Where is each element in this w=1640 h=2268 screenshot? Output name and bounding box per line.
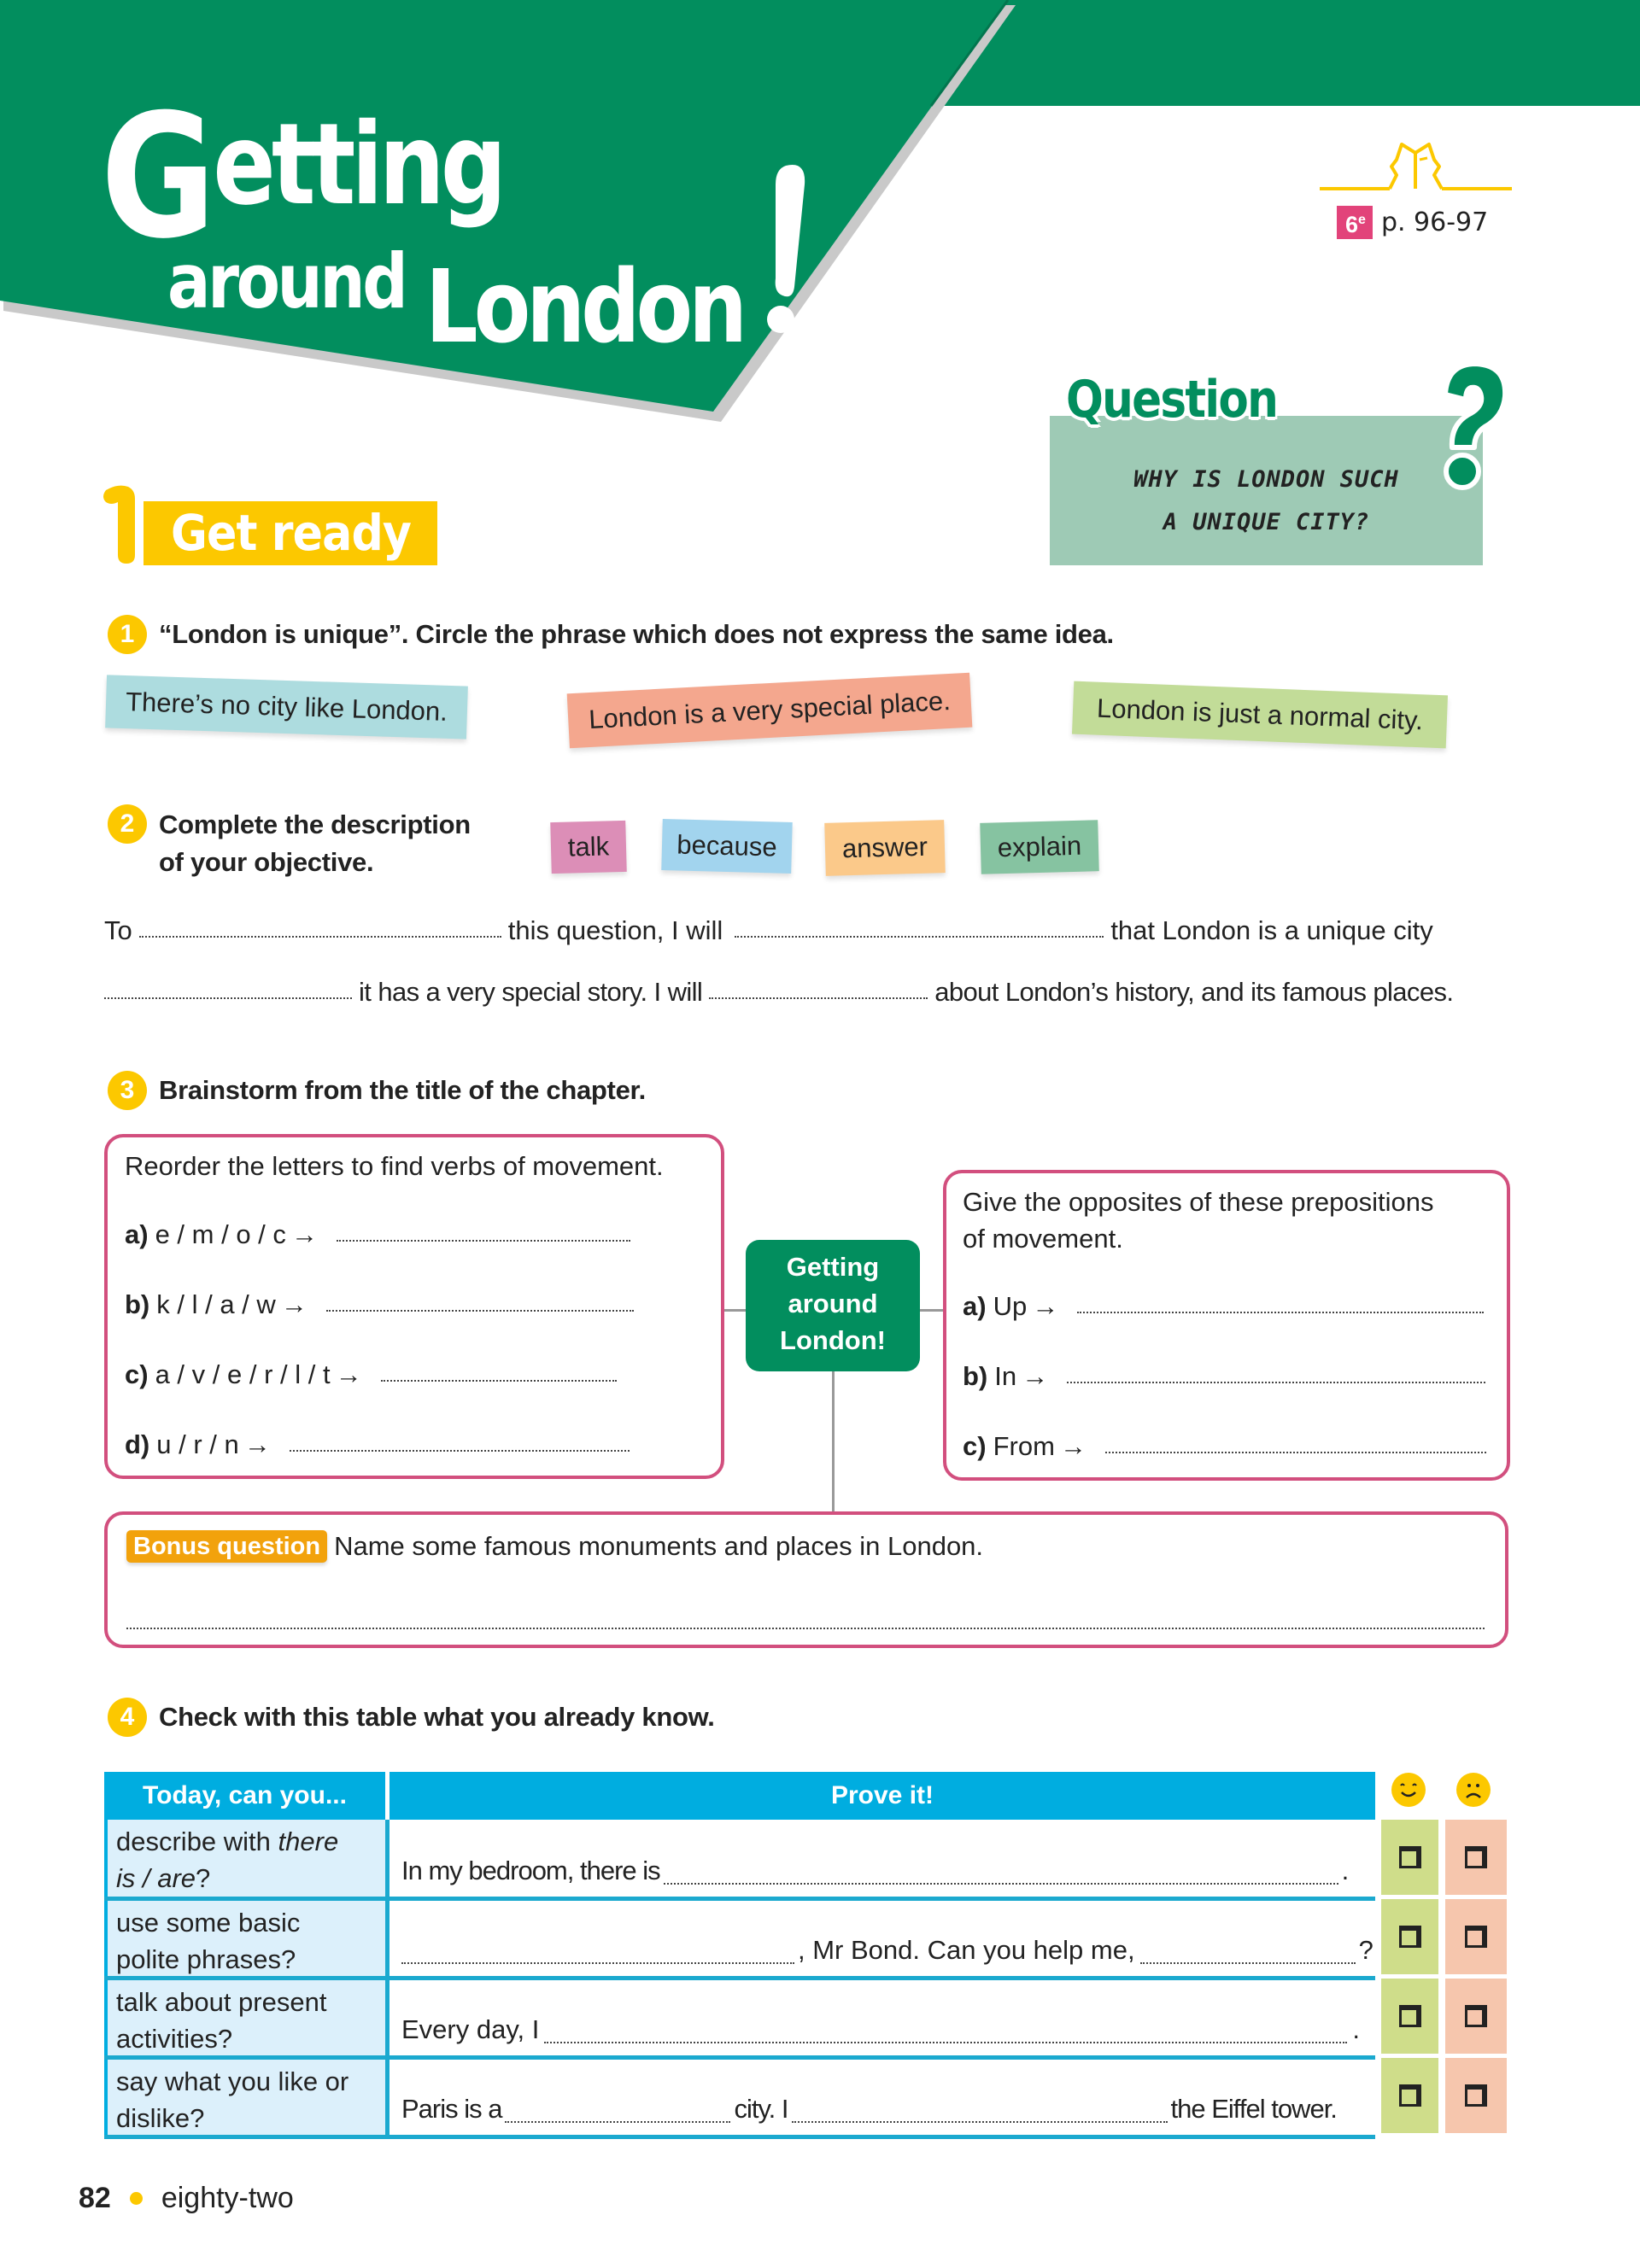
page-reference: p. 96-97 — [1380, 208, 1489, 237]
blank-field[interactable] — [139, 934, 501, 938]
row-divider — [104, 2135, 1375, 2139]
skill-line: use some basic — [116, 1908, 301, 1938]
column-divider — [385, 1820, 390, 2139]
skill-text: describe with — [116, 1827, 278, 1856]
prove-text: Every day, I — [401, 2014, 540, 2044]
skill-text: ? — [196, 1863, 211, 1893]
item-letters: u / r / n — [156, 1429, 239, 1459]
textbook-reference — [1320, 141, 1512, 237]
prove-text: In my bedroom, there is — [401, 1856, 660, 1885]
table-row-skill — [104, 1820, 390, 1897]
exercise-number: 1 — [108, 615, 147, 654]
skill-line: say what you like or — [116, 2066, 349, 2096]
question-text — [1050, 459, 1483, 544]
arrow-right-icon: → — [1059, 1431, 1086, 1461]
answer-field[interactable] — [337, 1238, 630, 1242]
verb-item — [125, 1429, 636, 1460]
happy-cell — [1381, 1979, 1438, 2054]
prove-text: . — [1341, 1856, 1350, 1885]
question-text-line1: WHY IS LONDON SUCH — [1133, 466, 1399, 493]
exercise-3-header — [108, 1071, 646, 1110]
checkbox-sad[interactable] — [1465, 1846, 1487, 1868]
sad-cell — [1445, 1899, 1507, 1974]
objective-sentence-line1 — [104, 915, 1433, 946]
center-line1: Getting — [786, 1252, 880, 1282]
checkbox-happy[interactable] — [1399, 1926, 1421, 1948]
prove-text: ? — [1358, 1935, 1374, 1965]
answer-field[interactable] — [1077, 1310, 1484, 1313]
skill-line: activities? — [116, 2024, 233, 2054]
sad-cell — [1445, 1979, 1507, 2054]
exercise-1-header — [108, 615, 1114, 654]
skill-emphasis: there — [278, 1827, 339, 1856]
verbs-box-heading: Reorder the letters to find verbs of movement. — [125, 1151, 664, 1181]
smiley-sad-icon — [1456, 1773, 1491, 1807]
page-footer — [79, 2182, 294, 2215]
answer-field[interactable] — [381, 1378, 617, 1382]
prove-text: city. I — [734, 2094, 788, 2124]
heading-line2: of movement. — [963, 1224, 1123, 1254]
checkbox-sad[interactable] — [1465, 2084, 1487, 2107]
arrow-right-icon: → — [290, 1219, 318, 1249]
preposition-item — [963, 1291, 1491, 1322]
chapter-title-around: around — [167, 237, 406, 325]
sentence-text: this question, I will — [507, 915, 723, 945]
table-row-prove — [390, 1901, 1375, 1976]
checkbox-happy[interactable] — [1399, 2084, 1421, 2107]
skill-line: talk about present — [116, 1987, 327, 2017]
answer-field[interactable] — [1105, 1450, 1486, 1453]
arrow-right-icon: → — [335, 1359, 362, 1389]
reading-book-icon — [1320, 141, 1512, 194]
table-row-skill — [104, 1901, 390, 1976]
sentence-text: it has a very special story. I will — [359, 977, 703, 1007]
word-chip[interactable]: talk — [550, 821, 627, 874]
table-row-prove — [390, 2060, 1375, 2135]
item-label: b) — [125, 1289, 150, 1319]
sad-cell — [1445, 2058, 1507, 2133]
blank-field[interactable] — [104, 996, 352, 999]
objective-sentence-line2 — [104, 977, 1453, 1008]
exercise-number: 2 — [108, 804, 147, 844]
smiley-happy-icon — [1391, 1773, 1426, 1807]
page-number: 82 — [79, 2182, 111, 2214]
grade-badge — [1337, 206, 1373, 239]
checkbox-happy[interactable] — [1399, 2005, 1421, 2027]
exercise-number: 3 — [108, 1071, 147, 1110]
page-number-words: eighty-two — [161, 2182, 294, 2214]
skill-emphasis: is / are — [116, 1863, 196, 1893]
phrase-option[interactable]: London is just a normal city. — [1072, 681, 1448, 749]
exercise-instruction: “London is unique”. Circle the phrase which does not express the same idea. — [159, 619, 1114, 649]
answer-field[interactable] — [401, 1961, 794, 1964]
bonus-text: Name some famous monuments and places in London. — [334, 1531, 984, 1561]
answer-field[interactable] — [326, 1308, 634, 1312]
answer-field[interactable] — [505, 2119, 730, 2123]
exercise-instruction: Brainstorm from the title of the chapter. — [159, 1075, 646, 1105]
bonus-answer-field[interactable] — [126, 1626, 1485, 1629]
item-label: c) — [125, 1359, 149, 1389]
phrase-option[interactable]: London is a very special place. — [567, 673, 973, 749]
exercise-instruction — [159, 806, 471, 881]
word-chip[interactable]: because — [661, 819, 793, 874]
mindmap-center — [746, 1240, 920, 1371]
item-label: d) — [125, 1429, 150, 1459]
answer-field[interactable] — [544, 2040, 1347, 2043]
item-label: c) — [963, 1431, 987, 1461]
checkbox-sad[interactable] — [1465, 1926, 1487, 1948]
prove-text: . — [1352, 2014, 1360, 2044]
blank-field[interactable] — [709, 996, 928, 999]
arrow-right-icon: → — [1022, 1361, 1049, 1391]
verb-item — [125, 1359, 624, 1390]
instruction-line2: of your objective. — [159, 847, 374, 877]
connector-left — [723, 1309, 747, 1312]
table-row-prove — [390, 1820, 1375, 1897]
arrow-right-icon: → — [1032, 1291, 1059, 1321]
exercise-4-header — [108, 1698, 715, 1737]
arrow-right-icon: → — [280, 1289, 308, 1319]
answer-field[interactable] — [664, 1881, 1338, 1885]
skill-line: dislike? — [116, 2103, 205, 2133]
table-header-skills: Today, can you... — [104, 1772, 385, 1820]
item-letters: k / l / a / w — [156, 1289, 276, 1319]
title-initial: G — [101, 78, 214, 277]
item-label: b) — [963, 1361, 988, 1391]
prepositions-box-heading — [963, 1184, 1433, 1257]
bonus-badge: Bonus question — [126, 1530, 327, 1563]
sentence-text: about London’s history, and its famous places. — [934, 977, 1454, 1007]
checkbox-happy[interactable] — [1399, 1846, 1421, 1868]
bullet-dot-icon — [130, 2192, 143, 2205]
arrow-right-icon: → — [243, 1429, 271, 1459]
item-label: a) — [125, 1219, 149, 1249]
sentence-text: that London is a unique city — [1110, 915, 1433, 945]
item-label: a) — [963, 1291, 987, 1321]
item-word: In — [994, 1361, 1017, 1391]
prove-text: Paris is a — [401, 2094, 502, 2124]
item-letters: a / v / e / r / l / t — [155, 1359, 331, 1389]
preposition-item — [963, 1361, 1492, 1392]
connector-right — [919, 1309, 945, 1312]
answer-field[interactable] — [290, 1448, 630, 1452]
answer-field[interactable] — [792, 2119, 1168, 2123]
exclamation-mark-icon — [762, 159, 813, 338]
grade: 6 — [1345, 212, 1359, 237]
center-line2: around — [788, 1289, 878, 1318]
table-row-skill — [104, 1980, 390, 2055]
exercise-number: 4 — [108, 1698, 147, 1737]
section-title: Get ready — [171, 504, 412, 562]
verb-item — [125, 1289, 641, 1320]
bonus-question — [126, 1530, 983, 1563]
title-rest: etting — [213, 99, 503, 231]
item-letters: e / m / o / c — [155, 1219, 286, 1249]
happy-cell — [1381, 1820, 1438, 1895]
happy-cell — [1381, 1899, 1438, 1974]
item-word: From — [993, 1431, 1055, 1461]
skill-line: polite phrases? — [116, 1944, 296, 1974]
prove-text: , Mr Bond. Can you help me, — [798, 1935, 1135, 1965]
prove-text: the Eiffel tower. — [1170, 2094, 1337, 2124]
word-chip[interactable]: answer — [824, 820, 946, 876]
heading-line1: Give the opposites of these prepositions — [963, 1187, 1434, 1217]
table-row-skill — [104, 2060, 390, 2135]
answer-field[interactable] — [1140, 1961, 1356, 1964]
word-chip[interactable]: explain — [980, 820, 1099, 874]
preposition-item — [963, 1431, 1493, 1462]
verb-item — [125, 1219, 637, 1250]
blank-field[interactable] — [735, 934, 1104, 938]
question-label: Question — [1066, 370, 1278, 430]
connector-bottom — [832, 1371, 835, 1512]
sentence-text: To — [104, 915, 132, 945]
question-text-line2: A UNIQUE CITY? — [1163, 509, 1370, 535]
table-row-prove — [390, 1980, 1375, 2055]
reference-line — [1337, 206, 1488, 239]
checkbox-sad[interactable] — [1465, 2005, 1487, 2027]
exercise-2-header — [108, 806, 471, 881]
phrase-option[interactable]: There’s no city like London. — [105, 675, 468, 739]
sad-cell — [1445, 1820, 1507, 1895]
exercise-instruction: Check with this table what you already know. — [159, 1702, 715, 1732]
section-number-icon — [101, 483, 140, 565]
chapter-title-london: London — [425, 248, 744, 365]
grade-sup: e — [1358, 213, 1366, 227]
happy-cell — [1381, 2058, 1438, 2133]
instruction-line1: Complete the description — [159, 810, 471, 839]
center-line3: London! — [780, 1325, 886, 1355]
answer-field[interactable] — [1067, 1380, 1485, 1383]
table-header-prove: Prove it! — [390, 1772, 1375, 1820]
item-word: Up — [993, 1291, 1028, 1321]
